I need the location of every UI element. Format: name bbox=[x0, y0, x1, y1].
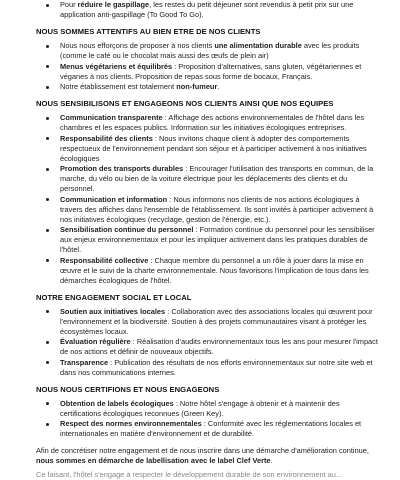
sections-container bbox=[36, 27, 382, 439]
item-post: : Réalisation d'audits environnementaux tous les ans pour mesurer l'impact de nos actions et définir de nouveaux objectifs. bbox=[60, 337, 378, 356]
bullet-icon bbox=[46, 229, 49, 232]
item-post: : Encourager l'utilisation des transports en commun, de la marche, du vélo ou bien de la voiture électrique pour les déplacements des clients et du personnel. bbox=[60, 164, 374, 193]
list-item bbox=[36, 225, 382, 255]
section-list bbox=[36, 41, 382, 92]
item-bold: Respect des normes environnementales bbox=[60, 419, 202, 428]
bullet-icon bbox=[46, 402, 49, 405]
item-post: : Nous informons nos clients de nos actions écologiques à travers des affiches dans l'ensemble de l'établissement. Ils sont invités à participer activement à nos initiatives écologiques (recyclage, gestion de l'énergie, etc.). bbox=[60, 194, 374, 224]
item-bold: Évaluation régulière bbox=[60, 337, 131, 346]
item-pre: Nous nous efforçons de proposer à nos clients bbox=[60, 41, 215, 50]
bullet-icon bbox=[46, 423, 49, 426]
bullet-icon bbox=[46, 86, 49, 89]
list-item bbox=[36, 256, 382, 286]
list-item bbox=[36, 337, 382, 357]
list-item bbox=[36, 358, 382, 378]
item-post: : Proposition d'alternatives, sans gluten, végétariennes et véganes à nos clients. Proposition de repas sous forme de bocaux, Français. bbox=[60, 61, 362, 81]
closing-post: . bbox=[270, 456, 273, 465]
bullet-icon bbox=[46, 65, 49, 68]
list-item bbox=[36, 164, 382, 194]
closing-paragraph bbox=[36, 446, 382, 466]
item-bold: Communication transparente bbox=[60, 113, 163, 122]
item-bold: Communication et information bbox=[60, 194, 168, 204]
item-bold: Promotion des transports durables bbox=[60, 164, 184, 173]
list-item bbox=[36, 419, 382, 439]
bullet-icon bbox=[46, 168, 49, 171]
item-post: . bbox=[217, 82, 220, 91]
bullet-icon bbox=[46, 361, 49, 364]
item-post: : Notre hôtel s'engage à obtenir et à maintenir des certifications écologiques reconnues (Green Key). bbox=[60, 398, 340, 418]
intro-post: , les restes du petit déjeuner sont revendus à petit prix sur une application anti-gaspillage (To Good To Go). bbox=[60, 0, 354, 19]
item-pre: Notre établissement est totalement bbox=[60, 82, 177, 91]
list-item bbox=[36, 82, 382, 92]
section-title: NOUS SENSIBILISONS ET ENGAGEONS NOS CLIENTS AINSI QUE NOS EQUIPES bbox=[36, 99, 334, 108]
bullet-icon bbox=[46, 341, 49, 344]
item-bold: Sensibilisation continue du personnel bbox=[60, 225, 194, 234]
section-title: NOUS SOMMES ATTENTIFS AU BIEN ETRE DE NOS CLIENTS bbox=[36, 27, 261, 36]
intro-item bbox=[36, 0, 382, 20]
intro-list bbox=[36, 0, 382, 20]
bullet-icon bbox=[46, 310, 49, 313]
list-item bbox=[36, 113, 382, 133]
item-bold: une alimentation durable bbox=[214, 41, 302, 50]
item-post: : Publication des résultats de nos efforts environnementaux sur notre site web et dans nos communications internes. bbox=[60, 357, 373, 377]
item-bold: Obtention de labels écologiques bbox=[60, 398, 174, 408]
closing-bold: nous sommes en démarche de labellisation avec le label Clef Verte bbox=[36, 456, 271, 465]
item-bold: non-fumeur bbox=[176, 82, 218, 91]
list-item bbox=[36, 62, 382, 82]
section-title: NOUS NOUS CERTIFIONS ET NOUS ENGAGEONS bbox=[36, 384, 220, 394]
bullet-icon bbox=[46, 259, 49, 262]
item-bold: Responsabilité collective bbox=[60, 255, 149, 265]
bullet-icon bbox=[46, 4, 49, 7]
intro-pre: Pour bbox=[60, 0, 78, 9]
item-post: : Nous invitons chaque client à adopter des comportements respectueux de l'environnement pendant son séjour et à participer activement à nos initiatives écologiques bbox=[60, 133, 367, 163]
section-list bbox=[36, 113, 382, 286]
bullet-icon bbox=[46, 117, 49, 120]
item-bold: Soutien aux initiatives locales bbox=[60, 306, 166, 316]
item-bold: Responsabilité des clients bbox=[60, 133, 153, 143]
intro-bold: réduire le gaspillage bbox=[77, 0, 150, 9]
item-bold: Transparence bbox=[60, 357, 109, 367]
closing-pre: Afin de concrétiser notre engagement et de nous inscrire dans une démarche d'amélioration continue, bbox=[36, 446, 369, 455]
list-item bbox=[36, 307, 382, 337]
section-list bbox=[36, 399, 382, 440]
item-post: : Formation continue du personnel pour les sensibiliser aux enjeux environnementaux et pour les impliquer activement dans les pratiques durables de l'hôtel. bbox=[60, 225, 375, 254]
section-list bbox=[36, 307, 382, 378]
bullet-icon bbox=[46, 45, 49, 48]
item-post: avec les produits (comme le café ou le chocolat mais aussi des œufs de plein air) bbox=[60, 41, 360, 60]
item-post: : Affichage des actions environnementales de l'hôtel dans les chambres et les espaces publics. Information sur les initiatives écologiques entreprises. bbox=[60, 113, 365, 132]
item-post: : Chaque membre du personnel a un rôle à jouer dans la mise en œuvre et le suivi de la charte environnementale. Nous favorisons l'implication de tous dans les démarches écologiques de l'hôtel. bbox=[60, 255, 369, 285]
list-item bbox=[36, 134, 382, 164]
cutoff-line: Ce faisant, l'hôtel s'engage à respecter le développement durable de son environnement au... bbox=[36, 470, 343, 479]
bullet-icon bbox=[46, 137, 49, 140]
section-title: NOTRE ENGAGEMENT SOCIAL ET LOCAL bbox=[36, 292, 192, 302]
list-item bbox=[36, 399, 382, 419]
bullet-icon bbox=[46, 198, 49, 201]
item-bold: Menus végétariens et équilibrés bbox=[60, 61, 173, 71]
list-item bbox=[36, 195, 382, 225]
list-item bbox=[36, 41, 382, 61]
item-post: : Collaboration avec des associations locales qui œuvrent pour l'environnement et la biodiversité. Soutien à des projets communautaires visant à protéger les écosystèmes locaux. bbox=[60, 306, 373, 336]
item-post: : Conformité avec les réglementations locales et internationales en matière d'environnement et de durabilité. bbox=[60, 419, 362, 438]
